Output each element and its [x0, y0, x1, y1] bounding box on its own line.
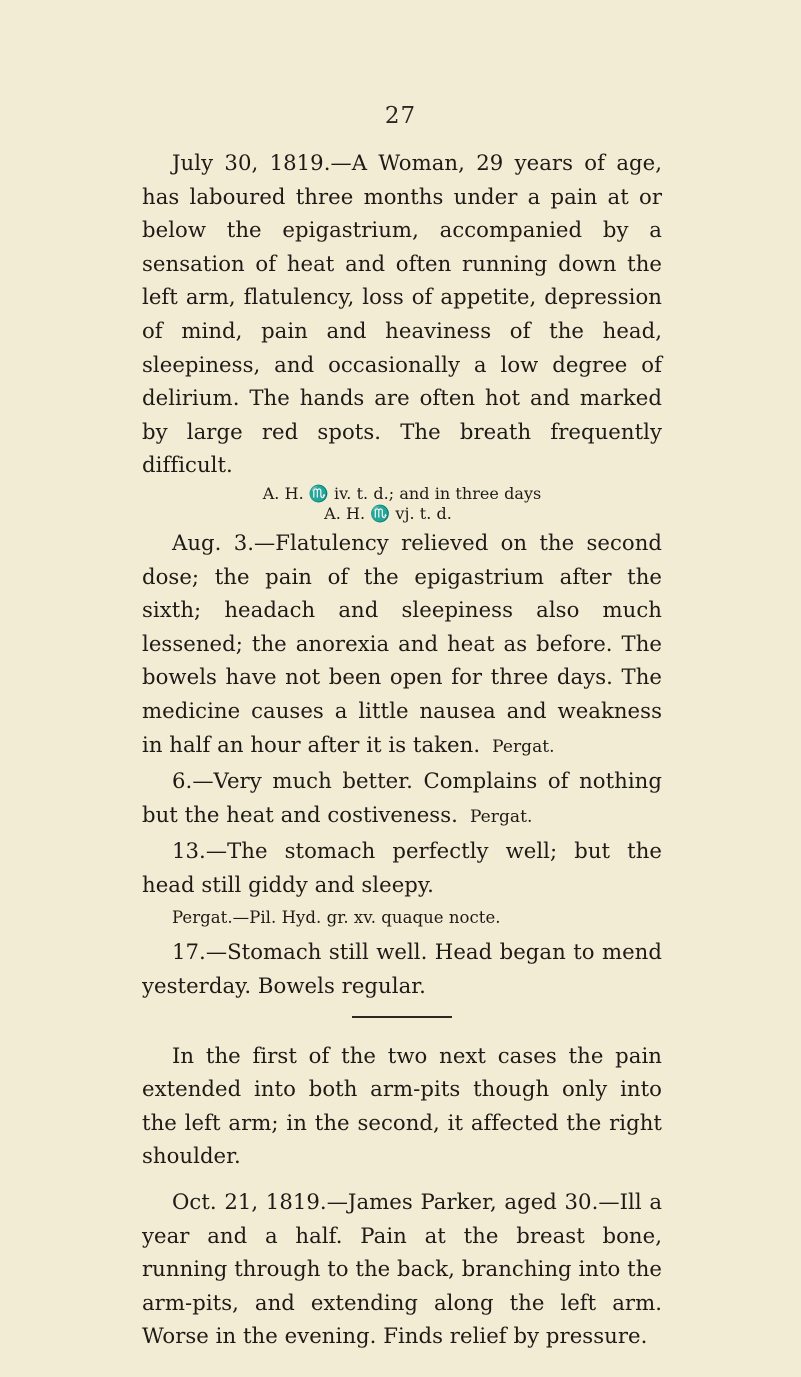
- prescription-line-1: A. H. ♏ iv. t. d.; and in three days: [262, 483, 542, 503]
- aug6-pergat: Pergat.: [469, 806, 533, 827]
- section-divider: [352, 1016, 452, 1018]
- aug3-entry: [142, 526, 662, 764]
- aug6-text: 6.—Very much better. Complains of nothing but the heat and costiveness.: [142, 768, 662, 827]
- aug17-entry: 17.—Stomach still well. Head began to mend yesterday. Bowels regular.: [142, 939, 662, 999]
- page-number: 27: [384, 103, 417, 129]
- page-body: [142, 146, 662, 1353]
- case1-history-paragraph: July 30, 1819.—A Woman, 29 years of age, has laboured three months under a pain at or below the epigastrium, accompanied by a sensation of heat and often running down the left arm, flatulency, loss of appetite, depression of mind, pain and heaviness of the head, sleepiness, and occasionally a low degree of delirium. The hands are often hot and marked by large red spots. The breath frequently difficult.: [142, 150, 662, 478]
- aug13-entry: 13.—The stomach perfectly well; but the head still giddy and sleepy.: [142, 838, 662, 897]
- intro-paragraph: In the first of the two next cases the pain extended into both arm-pits though only into the left arm; in the second, it affected the right shoulder.: [142, 1042, 662, 1169]
- aug13-prescription: Pergat.—Pil. Hyd. gr. xv. quaque nocte.: [172, 908, 501, 928]
- prescription-block: [142, 484, 662, 524]
- aug3-text: Aug. 3.—Flatulency relieved on the second dose; the pain of the epigastrium after the sixth; headach and sleepiness also much lessened; the anorexia and heat as before. The bowels have not been open for three days. The medicine causes a little nausea and weakness in half an hour after it is taken.: [142, 529, 662, 757]
- prescription-line-2: A. H. ♏ vj. t. d.: [324, 503, 452, 523]
- case2-history-paragraph: Oct. 21, 1819.—James Parker, aged 30.—Ill a year and a half. Pain at the breast bone, running through to the back, branching into the arm-pits, and extending along the left arm. Worse in the evening. Finds relief by pressure.: [142, 1189, 662, 1349]
- paragraph-gap: [142, 1173, 662, 1185]
- aug6-entry: [142, 764, 662, 834]
- aug3-pergat: Pergat.: [492, 736, 555, 757]
